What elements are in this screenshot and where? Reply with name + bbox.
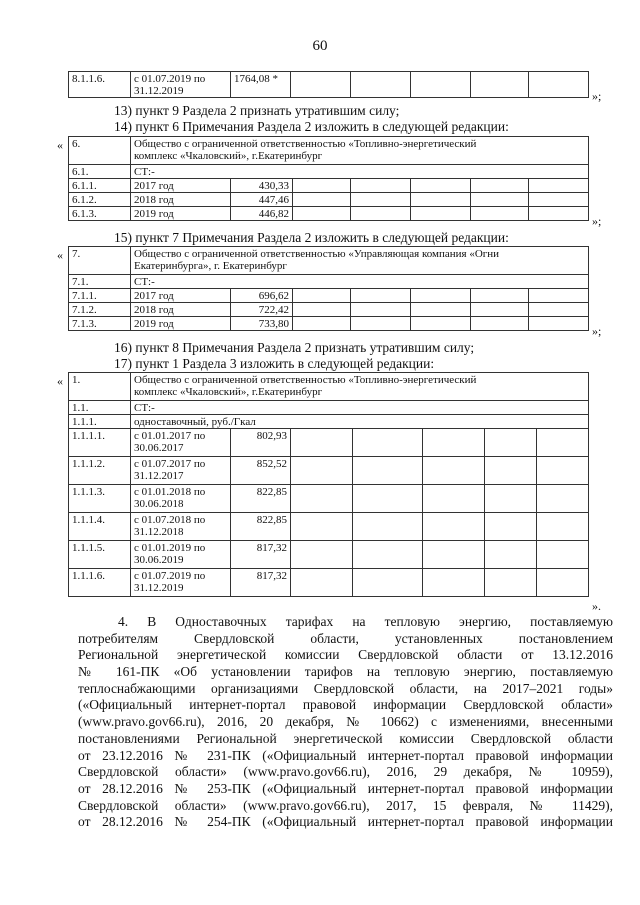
paragraph-line: потребителям Свердловской области, установленных постановлением (78, 630, 613, 646)
row-code: 1.1.1.4. (69, 513, 131, 541)
row-year: 2019 год (131, 207, 231, 221)
table-row (69, 303, 589, 317)
empty-cell (537, 429, 589, 457)
row-code: 7.1.3. (69, 317, 131, 331)
row-value: 822,85 (231, 513, 291, 541)
table-row (69, 541, 589, 569)
empty-cell (411, 317, 471, 331)
row-code: 1.1.1.5. (69, 541, 131, 569)
row-code: 6.1.1. (69, 179, 131, 193)
empty-cell (411, 72, 471, 98)
row-value: 696,62 (231, 289, 293, 303)
table-row (69, 317, 589, 331)
paragraph-line: от 23.12.2016 № 231-ПК («Официальный интернет-портал правовой информации (78, 747, 613, 763)
row-value: 1764,08 * (231, 72, 291, 98)
empty-cell (351, 303, 411, 317)
empty-cell (485, 541, 537, 569)
paragraph-line: Свердловской области» (www.pravo.gov66.ru), 2017, 15 февраля, № 11429), (78, 797, 613, 813)
table-row (69, 165, 589, 179)
opening-quote: « (57, 138, 63, 152)
row-value: 802,93 (231, 429, 291, 457)
empty-cell (411, 179, 471, 193)
item-17: 17) пункт 1 Раздела 3 изложить в следующей редакции: (114, 356, 435, 371)
row-code: 6. (69, 137, 131, 165)
closing-quote: ». (592, 599, 601, 613)
closing-quote: »; (592, 214, 602, 228)
row-value: 817,32 (231, 569, 291, 597)
empty-cell (423, 457, 485, 485)
paragraph-line: от 28.12.2016 № 254-ПК («Официальный интернет-портал правовой информации (78, 814, 613, 830)
row-label: СТ:- (131, 401, 589, 415)
empty-cell (351, 207, 411, 221)
item-14: 14) пункт 6 Примечания Раздела 2 изложить в следующей редакции: (114, 119, 509, 134)
row-period: с 01.07.2017 по 31.12.2017 (131, 457, 231, 485)
empty-cell (529, 179, 589, 193)
empty-cell (485, 429, 537, 457)
empty-cell (291, 72, 351, 98)
table-row (69, 193, 589, 207)
row-value: 430,33 (231, 179, 293, 193)
table-tariff-7 (68, 246, 589, 331)
page-number: 60 (312, 38, 328, 54)
row-label: одноставочный, руб./Гкал (131, 415, 589, 429)
empty-cell (291, 541, 353, 569)
empty-cell (293, 317, 351, 331)
row-value: 822,85 (231, 485, 291, 513)
table-row (69, 275, 589, 289)
empty-cell (291, 429, 353, 457)
row-value: 722,42 (231, 303, 293, 317)
organization-name: Общество с ограниченной ответственностью «Топливно-энергетический комплекс «Чкаловский», г.Екатеринбург (131, 137, 589, 165)
closing-quote: »; (592, 89, 602, 103)
empty-cell (291, 485, 353, 513)
empty-cell (351, 193, 411, 207)
table-row (69, 457, 589, 485)
opening-quote: « (57, 248, 63, 262)
row-code: 7.1.1. (69, 289, 131, 303)
empty-cell (423, 513, 485, 541)
empty-cell (537, 569, 589, 597)
paragraph-line: 4. В Одноставочных тарифах на тепловую энергию, поставляемую (118, 614, 613, 629)
empty-cell (529, 72, 589, 98)
table-row (69, 513, 589, 541)
row-year: 2018 год (131, 303, 231, 317)
row-period: с 01.07.2019 по 31.12.2019 (131, 569, 231, 597)
row-year: 2019 год (131, 317, 231, 331)
row-code: 1.1.1.2. (69, 457, 131, 485)
paragraph-line: от 28.12.2016 № 253-ПК («Официальный интернет-портал правовой информации (78, 780, 613, 796)
paragraph-line: № 161-ПК «Об установлении тарифов на тепловую энергию, поставляемую (78, 664, 613, 680)
empty-cell (485, 569, 537, 597)
empty-cell (529, 317, 589, 331)
empty-cell (353, 513, 423, 541)
empty-cell (293, 289, 351, 303)
row-code: 1.1.1. (69, 415, 131, 429)
empty-cell (293, 193, 351, 207)
organization-name: Общество с ограниченной ответственностью «Топливно-энергетический комплекс «Чкаловский», г.Екатеринбург (131, 373, 589, 401)
row-label: СТ:- (131, 275, 589, 289)
paragraph-line: Свердловской области» (www.pravo.gov66.ru), 2016, 29 декабря, № 10959), (78, 764, 613, 780)
paragraph-line: («Официальный интернет-портал правовой информации Свердловской области» (78, 697, 613, 713)
row-code: 6.1.3. (69, 207, 131, 221)
paragraph-line: теплоснабжающими организациями Свердловской области, на 2017–2021 годы» (78, 680, 613, 696)
table-row (69, 72, 589, 98)
row-value: 852,52 (231, 457, 291, 485)
table-row-header (69, 373, 589, 401)
empty-cell (529, 193, 589, 207)
empty-cell (471, 193, 529, 207)
empty-cell (423, 429, 485, 457)
row-value: 733,80 (231, 317, 293, 331)
empty-cell (351, 289, 411, 303)
empty-cell (471, 72, 529, 98)
row-code: 1.1.1.1. (69, 429, 131, 457)
row-value: 446,82 (231, 207, 293, 221)
empty-cell (353, 485, 423, 513)
organization-name: Общество с ограниченной ответственностью «Управляющая компания «Огни Екатеринбурга», г. Екатеринбург (131, 247, 589, 275)
row-period: с 01.01.2017 по 30.06.2017 (131, 429, 231, 457)
table-tariff-8 (68, 71, 589, 98)
empty-cell (291, 569, 353, 597)
row-code: 7.1.2. (69, 303, 131, 317)
empty-cell (411, 303, 471, 317)
table-row (69, 429, 589, 457)
row-code: 6.1.2. (69, 193, 131, 207)
empty-cell (471, 303, 529, 317)
empty-cell (471, 207, 529, 221)
empty-cell (529, 303, 589, 317)
table-row (69, 415, 589, 429)
empty-cell (423, 569, 485, 597)
table-row (69, 485, 589, 513)
table-row (69, 289, 589, 303)
empty-cell (485, 485, 537, 513)
row-value: 447,46 (231, 193, 293, 207)
empty-cell (351, 72, 411, 98)
row-year: 2018 год (131, 193, 231, 207)
row-code: 1. (69, 373, 131, 401)
item-13: 13) пункт 9 Раздела 2 признать утратившим силу; (114, 103, 400, 118)
empty-cell (471, 289, 529, 303)
empty-cell (537, 457, 589, 485)
empty-cell (293, 179, 351, 193)
empty-cell (293, 303, 351, 317)
row-code: 7. (69, 247, 131, 275)
empty-cell (293, 207, 351, 221)
row-period: с 01.07.2019 по 31.12.2019 (131, 72, 231, 98)
empty-cell (537, 513, 589, 541)
empty-cell (353, 457, 423, 485)
opening-quote: « (57, 374, 63, 388)
row-value: 817,32 (231, 541, 291, 569)
empty-cell (529, 289, 589, 303)
paragraph-line: Региональной энергетической комиссии Свердловской области от 13.12.2016 (78, 647, 613, 663)
row-code: 8.1.1.6. (69, 72, 131, 98)
empty-cell (291, 513, 353, 541)
table-row (69, 401, 589, 415)
row-year: 2017 год (131, 289, 231, 303)
empty-cell (353, 541, 423, 569)
empty-cell (351, 179, 411, 193)
empty-cell (351, 317, 411, 331)
row-period: с 01.01.2018 по 30.06.2018 (131, 485, 231, 513)
table-row-header (69, 247, 589, 275)
table-tariff-1 (68, 372, 589, 597)
row-code: 1.1.1.3. (69, 485, 131, 513)
table-row (69, 207, 589, 221)
empty-cell (411, 207, 471, 221)
empty-cell (291, 457, 353, 485)
item-16: 16) пункт 8 Примечания Раздела 2 признать утратившим силу; (114, 340, 475, 355)
table-tariff-6 (68, 136, 589, 221)
paragraph-line: постановлениями Региональной энергетической комиссии Свердловской области (78, 730, 613, 746)
empty-cell (471, 317, 529, 331)
empty-cell (471, 179, 529, 193)
empty-cell (411, 193, 471, 207)
empty-cell (529, 207, 589, 221)
item-15: 15) пункт 7 Примечания Раздела 2 изложить в следующей редакции: (114, 230, 509, 245)
row-period: с 01.01.2019 по 30.06.2019 (131, 541, 231, 569)
row-code: 6.1. (69, 165, 131, 179)
empty-cell (537, 485, 589, 513)
closing-quote: »; (592, 324, 602, 338)
table-row (69, 179, 589, 193)
empty-cell (537, 541, 589, 569)
empty-cell (411, 289, 471, 303)
empty-cell (485, 513, 537, 541)
table-row (69, 569, 589, 597)
paragraph-4 (78, 614, 613, 831)
row-period: с 01.07.2018 по 31.12.2018 (131, 513, 231, 541)
empty-cell (485, 457, 537, 485)
row-code: 1.1. (69, 401, 131, 415)
row-year: 2017 год (131, 179, 231, 193)
empty-cell (423, 541, 485, 569)
empty-cell (353, 569, 423, 597)
row-code: 1.1.1.6. (69, 569, 131, 597)
row-code: 7.1. (69, 275, 131, 289)
paragraph-line: (www.pravo.gov66.ru), 2016, 20 декабря, № 10662) с изменениями, внесенными (78, 714, 613, 730)
empty-cell (423, 485, 485, 513)
table-row-header (69, 137, 589, 165)
empty-cell (353, 429, 423, 457)
row-label: СТ:- (131, 165, 589, 179)
